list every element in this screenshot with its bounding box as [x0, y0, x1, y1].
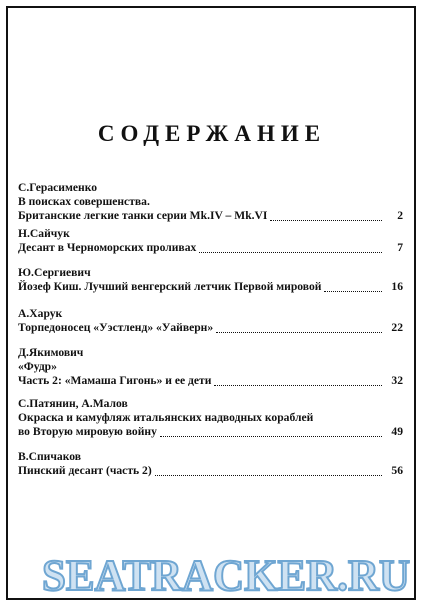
entry-title: Йозеф Киш. Лучший венгерский летчик Первой мировой: [18, 280, 322, 293]
dot-leader: [214, 376, 382, 386]
watermark: [36, 546, 416, 602]
toc-row[interactable]: [18, 280, 403, 294]
entry-authors: С.Патянин, А.Малов: [18, 397, 128, 410]
entry-title: Торпедоносец «Уэстленд» «Уайверн»: [18, 321, 214, 334]
toc-row[interactable]: [18, 241, 403, 255]
page-title: СОДЕРЖАНИЕ: [97, 121, 327, 146]
entry-title: Часть 2: «Мамаша Гигонь» и ее дети: [18, 374, 212, 387]
dot-leader: [270, 211, 382, 221]
toc-entry: [18, 181, 403, 223]
toc-entry: [18, 307, 403, 335]
dot-leader: [199, 243, 382, 253]
page-number: 32: [391, 374, 403, 387]
toc-entry: [18, 397, 403, 439]
entry-title: Десант в Черноморских проливах: [18, 241, 197, 254]
page-number: 56: [391, 464, 403, 477]
entry-authors: Ю.Сергиевич: [18, 266, 91, 279]
page-number: 49: [391, 425, 403, 438]
toc-entry: [18, 450, 403, 478]
dot-leader: [160, 427, 382, 437]
toc-row[interactable]: [18, 321, 403, 335]
entry-authors: С.Герасименко: [18, 181, 98, 194]
toc-row[interactable]: [18, 209, 403, 223]
toc-entry: [18, 227, 403, 255]
entry-authors: Н.Сайчук: [18, 227, 70, 240]
entry-authors: А.Харук: [18, 307, 63, 320]
entry-authors: Д.Якимович: [18, 346, 84, 359]
page-number: 22: [391, 321, 403, 334]
page-number: 2: [397, 209, 403, 222]
toc-row[interactable]: [18, 425, 403, 439]
entry-subtitle: «Фудр»: [18, 360, 57, 373]
dot-leader: [155, 466, 382, 476]
watermark-text: SEATRACKER.RU: [42, 551, 410, 600]
entry-title: во Вторую мировую войну: [18, 425, 157, 438]
dot-leader: [324, 282, 382, 292]
toc-row[interactable]: [18, 374, 403, 388]
dot-leader: [216, 323, 382, 333]
toc-entry: [18, 266, 403, 294]
page-frame: [6, 6, 416, 600]
entry-authors: В.Спичаков: [18, 450, 81, 463]
toc-row[interactable]: [18, 464, 403, 478]
page-number: 7: [397, 241, 403, 254]
entry-title: Пинский десант (часть 2): [18, 464, 152, 477]
toc-entry: [18, 346, 403, 388]
entry-subtitle: Окраска и камуфляж итальянских надводных кораблей: [18, 411, 314, 424]
entry-title: Британские легкие танки серии Mk.IV – Mk.VI: [18, 209, 268, 222]
page-number: 16: [391, 280, 403, 293]
entry-subtitle: В поисках совершенства.: [18, 195, 150, 208]
